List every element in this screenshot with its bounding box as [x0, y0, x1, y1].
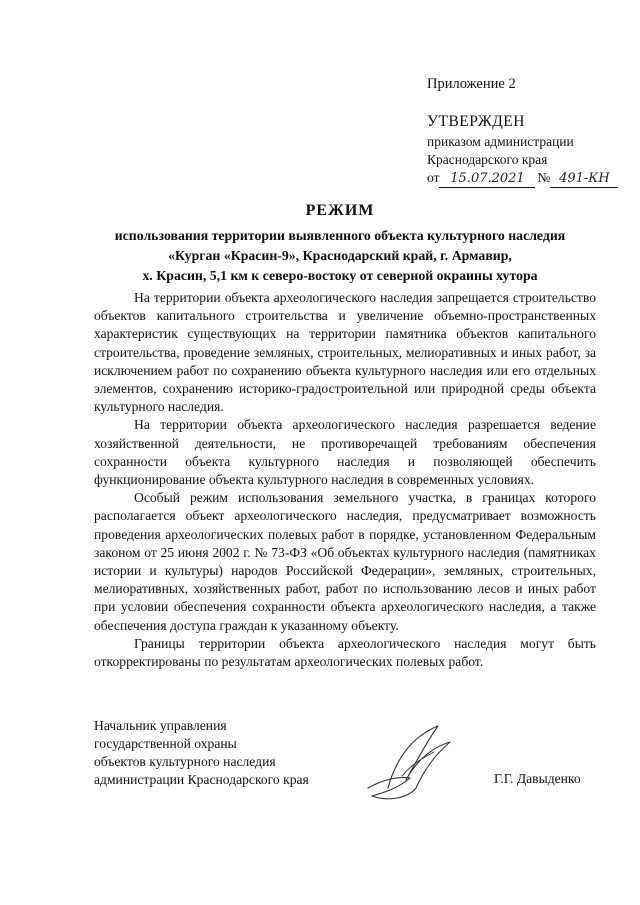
- title-main: РЕЖИМ: [305, 202, 375, 219]
- order-line-2: Краснодарского края: [427, 152, 548, 167]
- document-body: [94, 289, 596, 671]
- paragraph-2: На территории объекта археологического наследия разрешается ведение хозяйственной деятельности, не противоречащей требованиям обеспечения сохранности объекта культурного наследия и позволяющей обеспечить функционирование объекта культурного наследия в современных условиях.: [94, 417, 596, 488]
- title-line-2: «Курган «Красин-9», Краснодарский край, г. Армавир,: [168, 248, 512, 263]
- document-title: [60, 202, 620, 286]
- approval-block: [427, 113, 618, 188]
- title-line-1: использования территории выявленного объекта культурного наследия: [114, 228, 566, 243]
- position-line-1: Начальник управления: [94, 718, 227, 733]
- paragraph-3: Особый режим использования земельного участка, в границах которого располагается объект археологического наследия, предусматривает возможность проведения археологических полевых работ в порядке, установленном Федеральным законом от 25 июня 2002 г. № 73-ФЗ «Об объектах культурного наследия (памятниках истории и культуры) народов Российской Федерации», земляных, строительных, мелиоративных, хозяйственных работ, работ по использованию лесов и иных работ при условии обеспечения сохранности объекта археологического наследия, а также обеспечения доступа граждан к указанному объекту.: [94, 490, 596, 633]
- title-line-3: х. Красин, 5,1 км к северо-востоку от северной окраины хутора: [142, 268, 538, 283]
- paragraph-1: На территории объекта археологического наследия запрещается строительство объектов капитального строительства и увеличение объемно-пространственных характеристик существующих на территории памятника объектов капитального строительства, проведение земляных, строительных, мелиоративных и иных работ, за исключением работ по сохранению объекта культурного наследия или его отдельных элементов, сохранению историко-градостроительной или природной среды объекта культурного наследия.: [94, 290, 596, 415]
- handwritten-signature: [358, 718, 458, 804]
- from-label: от: [427, 170, 440, 185]
- position-line-4: администрации Краснодарского края: [94, 772, 309, 787]
- signatory-position: [94, 717, 309, 789]
- order-date: 15.07.2021: [439, 171, 535, 188]
- position-line-2: государственной охраны: [94, 736, 237, 751]
- order-number: 491-КН: [550, 171, 618, 188]
- order-line-1: приказом администрации: [427, 134, 574, 149]
- appendix-label: Приложение 2: [427, 76, 516, 92]
- order-date-number: [427, 169, 618, 188]
- number-label: №: [537, 170, 551, 185]
- approved-label: УТВЕРЖДЕН: [427, 113, 525, 130]
- signer-name: Г.Г. Давыденко: [494, 771, 581, 786]
- paragraph-4: Границы территории объекта археологического наследия могут быть откорректированы по результатам археологических полевых работ.: [94, 635, 596, 670]
- position-line-3: объектов культурного наследия: [94, 754, 276, 769]
